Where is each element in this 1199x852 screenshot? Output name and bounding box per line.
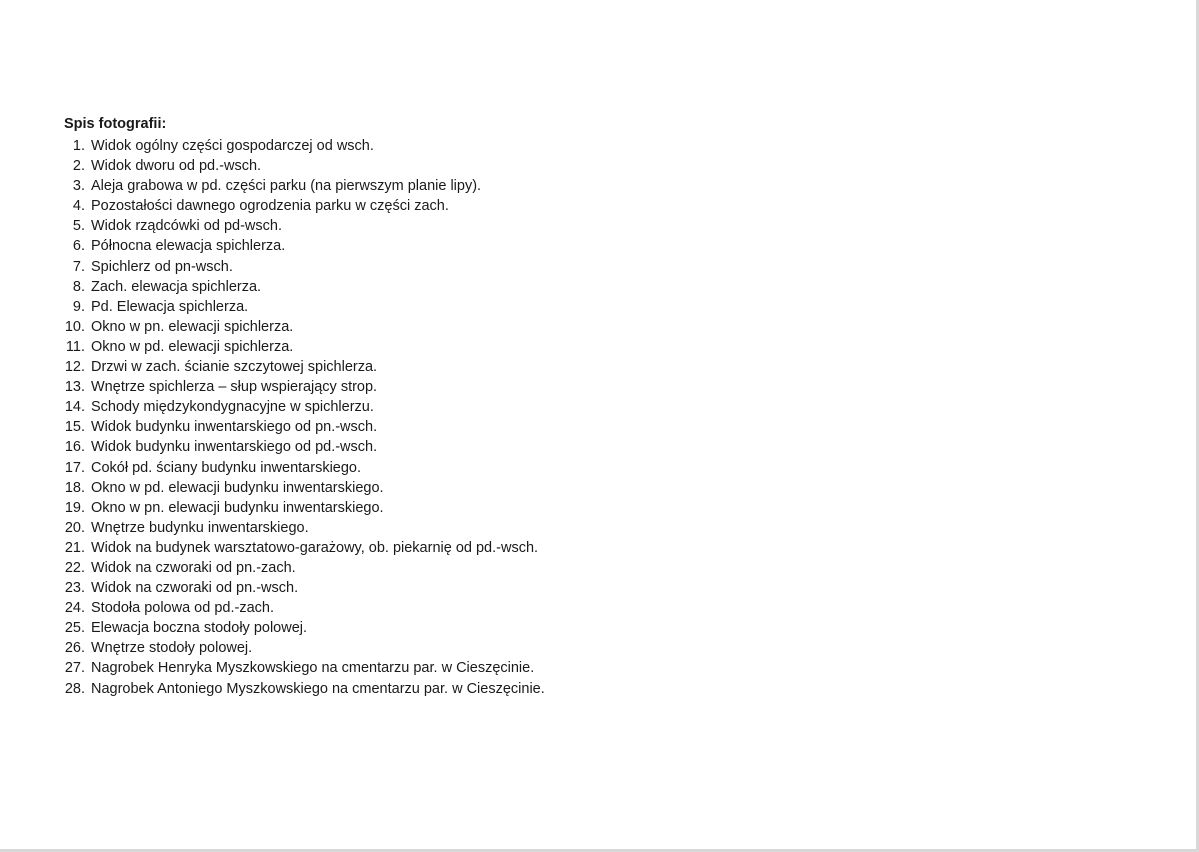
list-item — [59, 618, 699, 638]
list-item-number: 21. — [64, 539, 85, 556]
list-item-number: 20. — [64, 519, 85, 536]
list-item-number: 22. — [64, 559, 85, 576]
list-item-text: Północna elewacja spichlerza. — [91, 238, 286, 255]
list-item-number: 6. — [72, 238, 85, 255]
list-item-number: 27. — [64, 660, 85, 677]
list-item — [59, 437, 699, 457]
list-item — [59, 638, 699, 658]
list-item-text: Nagrobek Henryka Myszkowskiego na cmentarzu par. w Cieszęcinie. — [91, 660, 535, 677]
list-item — [59, 478, 699, 498]
list-item — [59, 417, 699, 437]
list-item-number: 3. — [72, 178, 85, 195]
list-item — [59, 196, 699, 216]
list-item-text: Widok na budynek warsztatowo-garażowy, ob. piekarnię od pd.-wsch. — [91, 539, 539, 556]
list-item-text: Okno w pd. elewacji spichlerza. — [91, 338, 294, 355]
list-item — [59, 277, 699, 297]
list-item-number: 26. — [64, 640, 85, 657]
list-item — [59, 357, 699, 377]
list-item — [59, 317, 699, 337]
photo-list-section — [59, 114, 699, 699]
list-item-number: 5. — [72, 218, 85, 235]
list-item-text: Wnętrze stodoły polowej. — [91, 640, 253, 657]
list-item-number: 19. — [64, 499, 85, 516]
list-item — [59, 176, 699, 196]
list-item-text: Widok budynku inwentarskiego od pd.-wsch. — [91, 439, 378, 456]
list-item — [59, 297, 699, 317]
list-item-text: Schody międzykondygnacyjne w spichlerzu. — [91, 399, 374, 416]
photo-list — [59, 136, 699, 699]
list-item-text: Widok na czworaki od pn.-wsch. — [91, 580, 299, 597]
list-item-number: 10. — [64, 318, 85, 335]
list-item-number: 12. — [64, 359, 85, 376]
list-item — [59, 518, 699, 538]
list-item — [59, 578, 699, 598]
list-item-text: Drzwi w zach. ścianie szczytowej spichlerza. — [91, 359, 378, 376]
list-item-number: 4. — [72, 198, 85, 215]
list-item — [59, 658, 699, 678]
list-item — [59, 257, 699, 277]
list-item — [59, 498, 699, 518]
list-item — [59, 136, 699, 156]
list-item-number: 24. — [64, 600, 85, 617]
list-item-number: 9. — [72, 298, 85, 315]
list-item — [59, 236, 699, 256]
list-item-text: Nagrobek Antoniego Myszkowskiego na cmentarzu par. w Cieszęcinie. — [91, 680, 545, 697]
list-item-text: Widok budynku inwentarskiego od pn.-wsch. — [91, 419, 378, 436]
list-item-text: Widok dworu od pd.-wsch. — [91, 158, 262, 175]
list-item-number: 13. — [64, 379, 85, 396]
list-item — [59, 156, 699, 176]
list-item-number: 15. — [64, 419, 85, 436]
list-item-text: Okno w pd. elewacji budynku inwentarskiego. — [91, 479, 384, 496]
list-item-text: Pozostałości dawnego ogrodzenia parku w części zach. — [91, 198, 449, 215]
list-item-text: Stodoła polowa od pd.-zach. — [91, 600, 274, 617]
list-item-text: Zach. elewacja spichlerza. — [91, 278, 262, 295]
list-item — [59, 337, 699, 357]
list-item — [59, 679, 699, 699]
list-item-number: 14. — [64, 399, 85, 416]
list-item-text: Spichlerz od pn-wsch. — [91, 258, 233, 275]
list-item-number: 17. — [64, 459, 85, 476]
list-item-text: Aleja grabowa w pd. części parku (na pierwszym planie lipy). — [91, 178, 482, 195]
list-item-text: Wnętrze budynku inwentarskiego. — [91, 519, 309, 536]
list-item-text: Pd. Elewacja spichlerza. — [91, 298, 249, 315]
list-item-number: 23. — [64, 580, 85, 597]
list-item-text: Elewacja boczna stodoły polowej. — [91, 620, 308, 637]
list-item-text: Cokół pd. ściany budynku inwentarskiego. — [91, 459, 362, 476]
list-item-number: 18. — [64, 479, 85, 496]
list-item-number: 28. — [64, 680, 85, 697]
list-item-number: 11. — [65, 338, 85, 355]
list-item-text: Widok na czworaki od pn.-zach. — [91, 559, 296, 576]
list-item — [59, 458, 699, 478]
list-item — [59, 397, 699, 417]
list-item-number: 1. — [72, 138, 85, 154]
list-item — [59, 558, 699, 578]
list-item-text: Widok ogólny części gospodarczej od wsch. — [91, 138, 374, 154]
list-item-number: 2. — [72, 158, 85, 175]
list-item-text: Wnętrze spichlerza – słup wspierający strop. — [91, 379, 378, 396]
list-item — [59, 538, 699, 558]
list-item-number: 16. — [64, 439, 85, 456]
list-item — [59, 598, 699, 618]
list-item-text: Okno w pn. elewacji spichlerza. — [91, 318, 294, 335]
list-item-number: 8. — [72, 278, 85, 295]
list-item-text: Okno w pn. elewacji budynku inwentarskiego. — [91, 499, 384, 516]
list-item — [59, 377, 699, 397]
list-item-number: 25. — [64, 620, 85, 637]
list-item-text: Widok rządcówki od pd-wsch. — [91, 218, 282, 235]
list-item-number: 7. — [72, 258, 85, 275]
list-title: Spis fotografii: — [64, 116, 167, 132]
list-item — [59, 216, 699, 236]
